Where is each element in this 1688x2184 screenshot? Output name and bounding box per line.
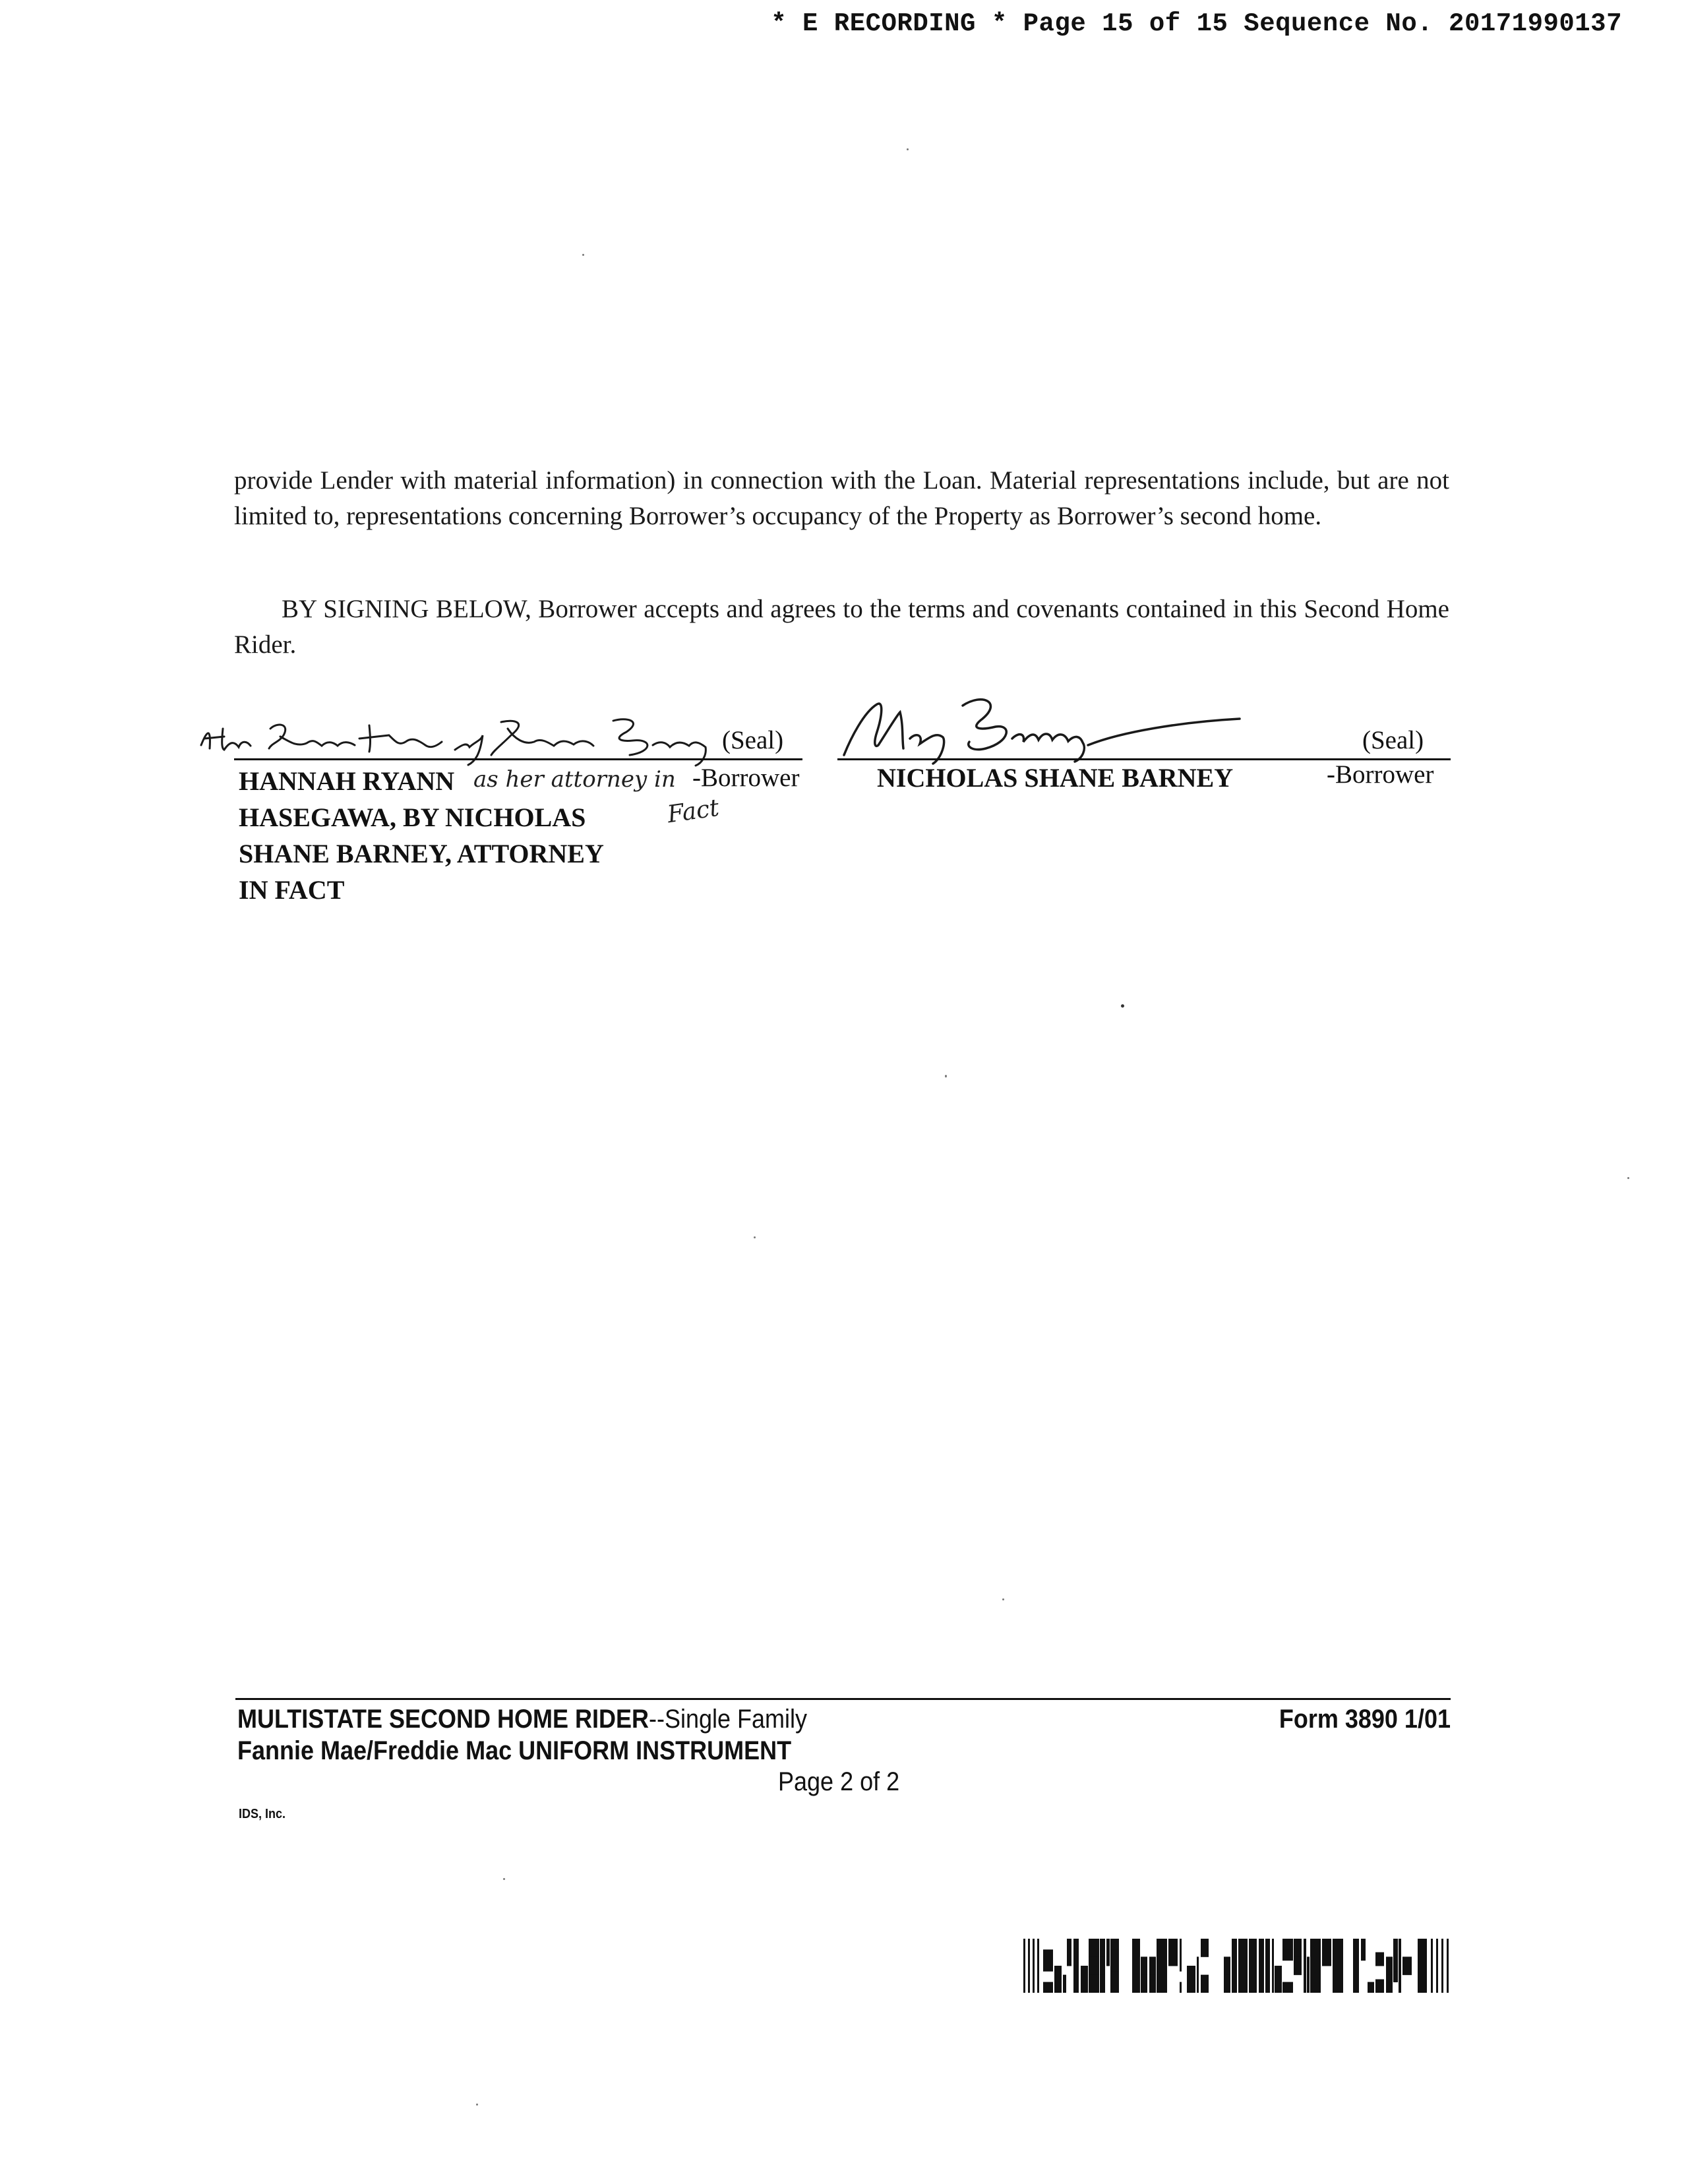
signer-name-left-line-4: IN FACT	[239, 875, 345, 905]
scan-speck	[754, 1236, 756, 1238]
footer-publisher: IDS, Inc.	[239, 1807, 286, 1821]
scan-speck	[476, 2104, 478, 2106]
recording-header: * E RECORDING * Page 15 of 15 Sequence No. 20171990137	[771, 9, 1622, 38]
signer-name-left-line-2: HASEGAWA, BY NICHOLAS	[239, 803, 586, 832]
body-paragraph-signing-below: BY SIGNING BELOW, Borrower accepts and agrees to the terms and covenants contained in this Second Home Rider.	[234, 595, 1449, 659]
footer-title-bold: MULTISTATE SECOND HOME RIDER	[237, 1705, 649, 1734]
footer-page-number: Page 2 of 2	[778, 1767, 900, 1796]
footer-subtitle: Fannie Mae/Freddie Mac UNIFORM INSTRUMENT	[237, 1736, 792, 1765]
scan-speck	[945, 1075, 947, 1077]
scan-speck	[1627, 1177, 1629, 1179]
scan-speck	[582, 254, 584, 256]
borrower-role-right: -Borrower	[1327, 760, 1434, 789]
scan-speck	[1121, 1004, 1124, 1008]
scan-speck	[1002, 1598, 1004, 1600]
footer-title-rest: --Single Family	[648, 1705, 808, 1734]
barcode-image	[1023, 1939, 1451, 1993]
handwritten-signature-right	[837, 686, 1246, 765]
seal-label-left: (Seal)	[722, 726, 784, 754]
borrower-role-left: -Borrower	[692, 764, 800, 792]
scan-speck	[907, 148, 909, 150]
handwritten-annotation-fact: Fact	[665, 794, 721, 829]
signer-name-right: NICHOLAS SHANE BARNEY	[877, 763, 1234, 793]
footer-title	[237, 1705, 807, 1734]
footer-form-number: Form 3890 1/01	[1279, 1705, 1451, 1734]
body-paragraph-material-representations: provide Lender with material information) in connection with the Loan. Material representations include, but are not limited to, representations concerning Borrower’s occupancy of the Property as Borrower’s second home.	[234, 466, 1449, 530]
signature-line-left	[234, 758, 802, 760]
signer-name-left-line-3: SHANE BARNEY, ATTORNEY	[239, 839, 604, 868]
handwritten-annotation-attorney: as her attorney in	[473, 766, 676, 793]
scan-speck	[503, 1878, 505, 1880]
signer-name-left-line-1: HANNAH RYANN	[239, 766, 455, 796]
footer-rule	[235, 1698, 1451, 1700]
seal-label-right: (Seal)	[1362, 726, 1424, 754]
